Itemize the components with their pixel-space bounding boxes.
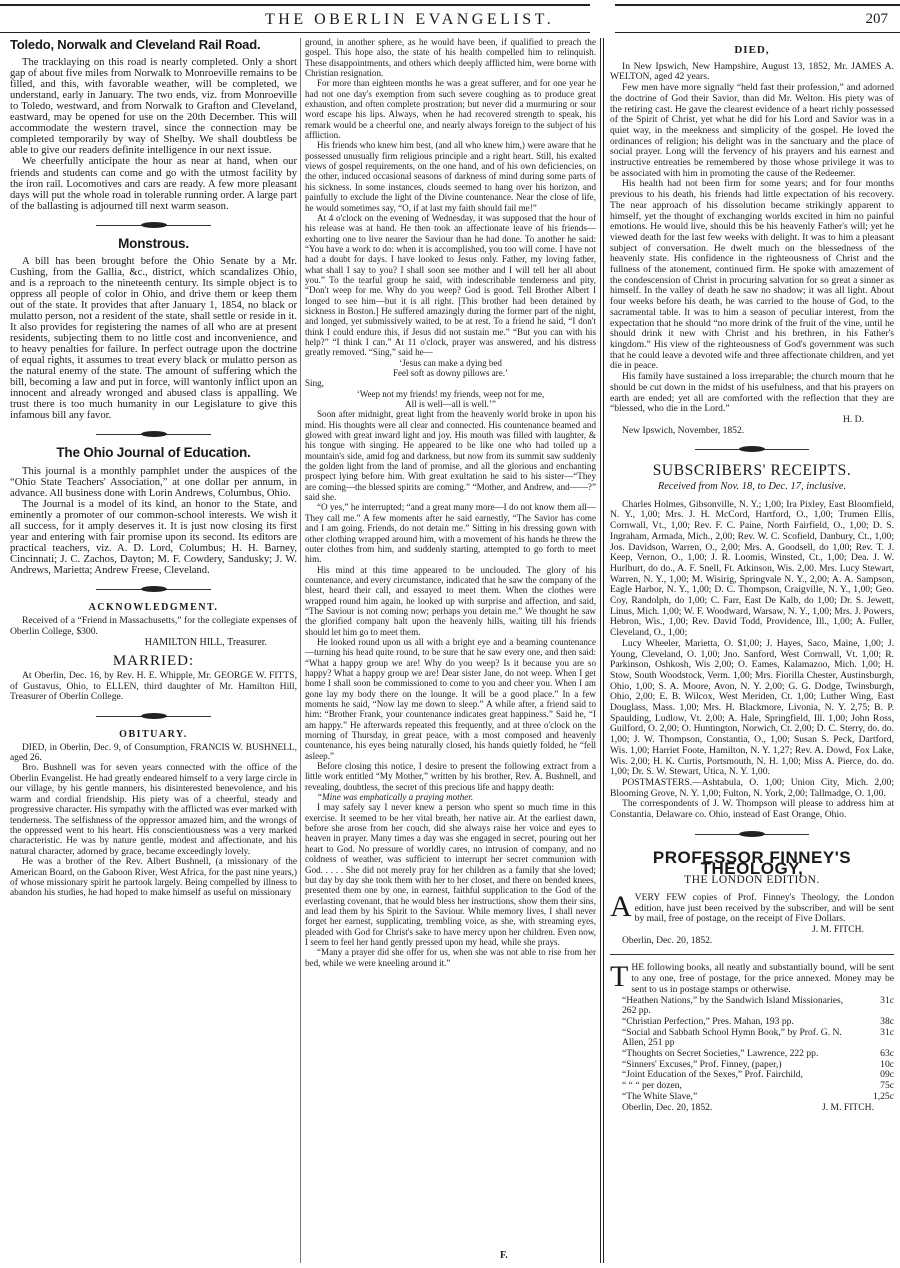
divider xyxy=(10,427,297,441)
book-title: “The White Slave,” xyxy=(622,1090,698,1102)
book-price: 31c xyxy=(880,994,894,1006)
newspaper-title: THE OBERLIN EVANGELIST. xyxy=(265,11,555,28)
book-list-item xyxy=(610,996,894,1017)
book-price: 1,25c xyxy=(872,1090,894,1102)
book-price: 10c xyxy=(880,1058,894,1070)
signature-mark: F. xyxy=(500,1250,508,1261)
drop-cap: T xyxy=(610,960,629,994)
finney-heading: PROFESSOR FINNEY'S THEOLOGY, xyxy=(652,847,852,878)
book-title: “Thoughts on Secret Societies,” Lawrence, 222 pp. xyxy=(622,1048,819,1060)
paragraph: VERY FEW copies of Prof. Finney's Theology, the London edition, have just been received by the subscriber, and will be sent by mail, free of postage, on the receipt of Five Dollars. xyxy=(634,891,894,925)
book-title: “Christian Perfection,” Pres. Mahan, 193 pp. xyxy=(622,1015,794,1027)
paragraph: His mind at this time appeared to be unclouded. The glory of his countenance, and every circumstance, indicated that he saw the company of the blest, heard their call, and essayed to meet them. When the clothes were wrapped round him again, he looked up with surprise and affection, and said, “The Saviour is not coming now; perhaps you detain me.” We thought he saw the glorified company halt upon the heavenly hills, waiting till his friends should let him go to meet them. xyxy=(305,564,596,637)
paragraph: The Journal is a model of its kind, an honor to the State, and eminently a promoter of our common-school interests. We wish it all success, for it amply deserves it. It is just now closing its first year and entering with fair promise upon its second. Its editors are practical teachers, viz. A. D. Lord, Columbus; H. H. Barney, Cincinnati; J. C. Zachos, Dayton; M. F. Cowdery, Sandusky; J. W. Andrews, Marietta; Andrew Freese, Cleveland. xyxy=(10,498,297,576)
divider xyxy=(10,709,297,723)
book-title: “Sinners' Excuses,” Prof. Finney, (paper,) xyxy=(622,1058,782,1070)
poem-line: ‘Jesus can make a dying bed xyxy=(399,357,502,368)
column-1 xyxy=(10,37,297,1265)
paragraph: Sing, xyxy=(305,378,324,389)
dateline: Oberlin, Dec. 20, 1852. xyxy=(622,1101,713,1113)
book-price: 09c xyxy=(880,1069,894,1081)
books-notice xyxy=(610,960,894,1113)
book-price: 38c xyxy=(880,1015,894,1027)
paragraph: He was a brother of the Rev. Albert Bushnell, (a missionary of the American Board, on the Gaboon River, West Africa, for the past nine years,) of whose missionary spirit he partook largely. Being compelled by illness to abandon his studies, he had hoped to make himself as useful on missionary xyxy=(10,857,297,899)
poem-line: All is well—all is well.’” xyxy=(405,399,496,410)
paragraph: In New Ipswich, New Hampshire, August 13, 1852, Mr. JAMES A. WELTON, aged 42 years. xyxy=(610,60,894,83)
divider xyxy=(610,442,894,456)
paragraph: His family have sustained a loss irreparable; the church mourn that he should be cut down in the midst of his usefulness, and that his prayers on earth are ended; yet all are comforted with the reflection that they are “blessed, who die in the Lord.” xyxy=(610,371,894,415)
masthead-rule xyxy=(615,32,900,33)
paragraph: DIED, in Oberlin, Dec. 9, of Consumption, FRANCIS W. BUSHNELL, aged 26. xyxy=(10,742,297,764)
paragraph: Lucy Wheeler, Marietta, O. $1,00; J. Hayes, Saco, Maine, 1,00; J. Young, Cleveland, O. 1,00; Jno. Sanford, West Cornwall, Vt. 1,00; R. Parkinson, Oshkosh, Wis 2,00; O. Eames, Kalamazoo, Mich. 1,00; H. Stow, South Woodstock, Verm. 1,00; Mrs. Fiorilla Chester, Austinsburgh, Ohio, 1,00; S. A. Moore, Avon, N. Y. 2,00; G. G. Dodge, Twinsburgh, Ohio, 2,00; E. B. Wilcox, West Meriden, Ct. 1,00; Luther Wing, East Douglass, Mass. 1,00; Mrs. H. Blackmore, Livonia, N. Y. 2,75; B. P. Spaulding, Ludlow, Vt. 2,00; A. Hale, Springfield, Ill. 1,00; John Ross, Guilford, O. 2,00; O. Huntington, Norwich, Ct. 2,00; D. C. Sterry, do. do. 1,00; J. W. Thompson, Constantia, O., 1,00; Susan S. Peck, Dartford, Wis. 1,00; Harriet Foote, Hamilton, N. Y. 1,27; Rev. A. Dowd, Fox Lake, Wis. 2,00; H. K. Curtis, Portsmouth, N. H. 1,00; Miss A. Pierce, do. do. 1,00; Dr. S. W. Stewart, Utica, N. Y. 1,00. xyxy=(610,637,894,778)
paragraph: Charles Holmes, Gibsonville, N. Y.; 1,00; Ira Pixley, East Bloomfield, N. Y., 1,00; Mrs. J. H. McCord, Hartford, O., 1,00; Trumen Ellis, Cornwall, Vt., 1,00; Rev. F. C. Paine, North Fairfield, O., 1,00; D. S. Ingraham, Armada, Mich., 2,00; Rev. W. C. Scofield, Danbury, Ct., 1,00; Jos. Davidson, Warren, O., 2,00; Mrs. A. Goodsell, do 1,00; Rev. T. J. Keep, Vernon, O., 1,00; J. R. Loomis, Winsted, Ct., 1,00; Dea. J. W. Hurlburt, do do., A. F. Snell, Ft. Atkinson, Wis. 2,00. Mrs. Lucy Stewart, Warren, N. Y., 1,00; M. Wisirig, Springvale N. Y., 2,00; A. A. Sampson, Eagle Harbor, N. Y., 1,00; D. C. Thompson, Craigville, N. Y., 1,00; Geo. Coy, Randolph, do 1,00; C. Farr, East De Kalb, do 1,00; Dr. S. Jewett, Linus, Mich. 1,00; W. F. Woodward, Warsaw, N. Y., 1,00; Mrs. J. Powers, Hebron, Wis., 1,00; Rev. David Todd, Providence, Ill., 1,00; A. Fuller, Cleveland, O., 1,00; xyxy=(610,498,894,639)
top-rule xyxy=(0,4,590,6)
book-title: “Social and Sabbath School Hymn Book,” by Prof. G. N. Allen, 251 pp xyxy=(622,1026,842,1049)
obituary-heading: OBITUARY. xyxy=(119,728,188,740)
book-list-item xyxy=(610,1028,894,1049)
receipts-heading: SUBSCRIBERS' RECEIPTS. xyxy=(652,462,852,480)
article-heading-monstrous: Monstrous. xyxy=(118,235,189,251)
signature: H. D. xyxy=(842,413,864,425)
paragraph: For more than eighteen months he was a great sufferer, and for one year he had not one day's exemption from such severe coughing as to produce great exhaustion, and often complete prostration; but never did a murmuring or sour word escape his lips. Always, when he had recovered strength to speak, his remark would be a cheerful one, and nearly always foreign to the subject of his affliction. xyxy=(305,78,596,141)
book-title: “Heathen Nations,” by the Sandwich Island Missionaries, 262 pp. xyxy=(622,994,844,1017)
book-list xyxy=(610,996,894,1103)
signature: J. M. FITCH. xyxy=(822,1101,874,1113)
married-heading: MARRIED: xyxy=(112,653,195,670)
died-heading: DIED, xyxy=(734,44,770,56)
paragraph: I may safely say I never knew a person who spent so much time in this exercise. It seemed to be her vital breath, her native air. At the earliest dawn, before she arose from her couch, did she always raise her voice and eyes to heaven in prayer. Many times a day was she engaged in secret, pouring out her heart to God. No pressure of worldly cares, no intrusion of company, and no coldness of weather, was sufficient to interrupt her secret communion with God. . . . . She did not merely pray for her children as a family that she loved; but day by day she took them with her to her closet, and there on bended knees, presented them one by one, in earnest, faithful supplication to the God of the everlasting covenant, that he would bless her instructions, show them their sins, and lead them by his Spirit to the Saviour. While memory lives, I shall never forget her earnest, supplicating, trembling voice, as she, with streaming eyes, pleaded with God for Christ's sake to have mercy upon her children. Even now, I seem to feel her hand gently pressed upon my head, while she prays. xyxy=(305,802,596,947)
poem-line: Feel soft as downy pillows are.’ xyxy=(393,368,508,378)
masthead-rule xyxy=(0,32,590,33)
masthead xyxy=(0,9,900,31)
paragraph: We cheerfully anticipate the hour as near at hand, when our friends and students can come and go with the utmost facility by the iron rail. Locomotives and cars are ready. A few more pleasant days will put the whole road in tolerable running order. A large part of the ballasting is adjourned till next warm season. xyxy=(10,156,297,212)
paragraph: His friends who knew him best, (and all who knew him,) were aware that he possessed unusually firm religious principle and a right heart. Still, his exalted views of gospel requirements, on the one hand, and of his own deficiencies, on the other, induced occasional seasons of darkness of mind during some parts of his sickness. In some instances, clouds seemed to hang over his horizon, and painfully to exclude the light of the Divine countenance. Near the close of life, he would sometimes say, “O, if at last my faith should fail me!” xyxy=(305,140,596,213)
column-rule xyxy=(603,38,604,1263)
paragraph: He looked round upon us all with a bright eye and a beaming countenance—turning his head quite round, to be sure that he saw every one, and then said: “What a happy group we are! Why do you weep? Is it because you are so happy? What a happy group we are! Dear sister Jane, do not weep. When I get home I shall soon be commissioned to come to you and cheer you. When I am gone lay my body there on the lounge. It will be a good place.” In a few moments he said, “Now lay me down to sleep.” A while after, a friend said to him: “Brother Frank, your countenance indicates great happiness.” Said he, “I am happy.” He afterwards repeated this frequently, and at three o'clock on the morning of Thursday, in great peace, with a most composed and heavenly countenance, his eyes being naturally closed, his hands quietly folded, he “fell asleep.” xyxy=(305,636,596,761)
paragraph: Few men have more signally “held fast their profession,” and adorned the doctrine of God their Savior, than did Mr. Welton. His piety was of the retiring cast. He gave the clearest evidence of a heart richly possessed of the Spirit of Christ, yet what he did for his Lord and Savior was in a quiet way, in the meekness and simplicity of the gospel. He loved the ordinances of religion; his delight was in the sanctuary and the place of social prayer. Long will the fervency of his prayers and his earnest and instructive entreaties be remembered by those whose privilege it was to be associated with him in promoting the cause of the Redeemer. xyxy=(610,82,894,179)
article-heading-toledo: Toledo, Norwalk and Cleveland Rail Road. xyxy=(10,37,261,52)
divider xyxy=(10,218,297,232)
paragraph: A bill has been brought before the Ohio Senate by a Mr. Cushing, from the Gallia, &c., district, which scandalizes Ohio, and is a reproach to the nineteenth century. Its simple object is to oppress all people of color in Ohio, and drive them or keep them out of the state. It provides that after January 1, 1854, no black or mulatto person, not a resident of the state, shall settle or reside in it. It also provides for registering the names of all who are at present residents, subjecting them to no little cost and inconvenience, and to heavy penalties for failure. In perfect outrage upon the doctrine of equal rights, it assumes to treat every black or mulatto person as the natural enemy of the state. The amount of suffering which the bill, becoming a law and put in force, will wantonly inflict upon an innocent and already wronged and abused class is appalling. We trust there is too much humanity in our Legislature to give this infamous bill any favor. xyxy=(10,255,297,422)
book-title: “Joint Education of the Sexes,” Prof. Fairchild, xyxy=(622,1069,803,1081)
signature: HAMILTON HILL, Treasurer. xyxy=(144,637,267,649)
paragraph: This journal is a monthly pamphlet under the auspices of the “Ohio State Teachers' Association,” at one dollar per annum, in advance. All business done with Lorin Andrews, Columbus, Ohio. xyxy=(10,465,297,499)
receipts-subheading: Received from Nov. 18, to Dec. 17, inclusive. xyxy=(657,481,847,493)
paragraph: At Oberlin, Dec. 16, by Rev. H. E. Whipple, Mr. GEORGE W. FITTS, of Gustavus, Ohio, to ELLEN, third daughter of Mr. Hamilton Hill, Treasurer of Oberlin College. xyxy=(10,670,297,703)
paragraph: “O yes,” he interrupted; “and a great many more—I do not know them all—They call me.” A few moments after he said earnestly, “The Savior has come and I am going. Friends, do not detain me.” Sitting in his dressing gown with other clothing wrapped around him, with a movement of his hands he threw the outer clothes from him, and suddenly starting, attempted to go forth to meet him. xyxy=(305,502,596,565)
divider xyxy=(10,582,297,596)
signature: J. M. FITCH. xyxy=(812,924,864,936)
divider xyxy=(610,827,894,841)
drop-cap: A xyxy=(610,889,632,923)
paragraph: His health had not been firm for some years; and for four months previous to his death, his friends had little expectation of his recovery. The near approach of his dissolution became strikingly apparent to himself, yet the thought of exchanging worlds excited in him no painful emotions. He would live, should this be his heavenly Father's will; yet he viewed death for the last few weeks with delight. It was to him a pleasant subject of conversation. He dwelt much on the blessedness of the heavenly state. His confidence in the righteousness of Christ and the fullness of the atonement, continued firm. He spoke with amazement of the condescension of Christ in procuring salvation for so great a sinner as himself. In the valley of death he saw no shadow; it was all light. About four weeks before his death, he was carried to the house of God, to the sacramental table. It was to him a season of peculiar interest, from the expectation that he should “no more drink of the fruit of the vine, until he should drink it new with Christ and his brethren, in his Father's kingdom.” His view of the righteousness of God's government was such that he could leave a devoted wife and three affectionate children, and yet die in peace. xyxy=(610,178,894,372)
paragraph: ground, in another sphere, as he would have been, if qualified to preach the gospel. This hope also, the state of his health compelled him to relinquish. These disappointments, and others which deeply afflicted him, were borne with Christian resignation. xyxy=(305,37,596,79)
paragraph: HE following books, all neatly and substantially bound, will be sent to any one, free of postage, for the price annexed. Money may be sent to us in postage stamps or otherwise. xyxy=(631,962,894,995)
top-rule xyxy=(615,4,900,6)
paragraph: Bro. Bushnell was for seven years connected with the office of the Oberlin Evangelist. He had greatly endeared himself to a very large circle in our village, by his gentle manners, his disinterested benevolence, and his warm and cordial friendship. His piety was of a cheerful, steady and progressive character. His sympathy with the afflicted was ever marked with tenderness. The selfishness of the oppressor amazed him, and the wrongs of the oppressed went to his heart. His conscientiousness was a very marked characteristic. He was by nature gentle, modest and affectionate, and his natural character, adorned by grace, became exceedingly lovely. xyxy=(10,763,297,857)
paragraph: Received of a “Friend in Massachusetts,” for the collegiate expenses of Oberlin College, $300. xyxy=(10,615,297,637)
page-number: 207 xyxy=(865,11,888,27)
dateline: Oberlin, Dec. 20, 1852. xyxy=(622,934,713,946)
book-price: 75c xyxy=(880,1080,894,1092)
column-2 xyxy=(305,37,596,1265)
paragraph: At 4 o'clock on the evening of Wednesday, it was supposed that the hour of his release was at hand. He then took an affectionate leave of his friends—exhorting one to live nearer the Saviour than he had done. To another he said: “You have a work to do: when it is accomplished, you too will come. I have not had a doubt for days. I have looked to Jesus only. Father, my loving father, what shall I say to you? I shall soon see mother and I will tell her all about you.” To the tearful group he said, with indescribable tenderness and pity, “Don't weep for me. Why do you weep? God is good. Tell Brother Albert I longed to see him—but it is all right. [This brother had been detained by sickness in Boston.] He suffered amazingly during the former part of the night, and longed, yet submissively waited, to be at rest. To a friend he said, “I don't think I could endure this, if Jesus did not sustain me.” “But you can with his help?” “I think I can.” At 11 o'clock, prayer was answered, and his distress greatly removed. “Sing,” said he— xyxy=(305,212,596,358)
article-heading-journal: The Ohio Journal of Education. xyxy=(56,445,251,461)
paragraph: The correspondents of J. W. Thompson will please to address him at Constantia, Delaware co. Ohio, instead of East Orange, Ohio. xyxy=(610,798,894,821)
paragraph: “Mine was emphatically a praying mother. xyxy=(317,792,474,803)
finney-subheading: THE LONDON EDITION. xyxy=(684,874,820,887)
acknowledgment-heading: ACKNOWLEDGMENT. xyxy=(88,601,219,613)
column-rule xyxy=(600,38,601,1263)
book-list-item xyxy=(610,1092,894,1103)
book-price: 63c xyxy=(880,1048,894,1060)
paragraph: Before closing this notice, I desire to present the following extract from a little work entitled “My Mother,” written by his brother, Rev. A. Bushnell, and revealing, doubtless, the secret of this precious life and happy death: xyxy=(305,761,596,792)
column-rule xyxy=(300,38,301,1263)
book-price: 31c xyxy=(880,1026,894,1038)
poem-line: ‘Weep not my friends! my friends, weep not for me, xyxy=(356,388,545,399)
divider xyxy=(610,954,894,955)
column-3 xyxy=(610,37,894,1265)
dateline: New Ipswich, November, 1852. xyxy=(622,424,745,436)
book-title: “ “ “ per dozen, xyxy=(622,1080,682,1092)
paragraph: POSTMASTERS.—Ashtabula, O. 1,00; Union City, Mich. 2,00; Blooming Grove, N. Y. 1,00; Fulton, N. York, 2,00; Tallmadge, O. 1,00. xyxy=(610,777,894,799)
paragraph: Soon after midnight, great light from the heavenly world broke in upon his mind. His thoughts were all clear and connected. His countenance beamed and glowed with great inward light and joy. His mouth was filled with laughter, & his tongue with singing. He appeared to be like one who had toiled up a mountain's side, amid fog and darkness, but now from its summit saw suddenly the golden light from the land of promise, and all the glorious and enchanting prospect lying before him. With great exultation he said to his sister—“They are coming—the blessed spirits are coming.” “Mother, and Andrew, and——?” said she. xyxy=(305,409,596,503)
finney-notice xyxy=(610,889,894,947)
paragraph: “Many a prayer did she offer for us, when she was not able to rise from her bed, while we were kneeling around it.” xyxy=(305,947,596,968)
paragraph: The tracklaying on this road is nearly completed. Only a short gap of about five miles from Norwalk to Monroeville remains to be filled, and this, with favorable weather, will be completed, we understand, early in January. The two ends, viz. from Monroeville to Toledo, westward, and from Norwalk to Grafton and Cleveland, eastward, may be opened for use on the 20th December. This will accommodate the western travel, since the connection may be completed temporarily by way of Shelby. We shall doubtless be able to give our readers definite intelligence in our next issue. xyxy=(10,57,297,157)
